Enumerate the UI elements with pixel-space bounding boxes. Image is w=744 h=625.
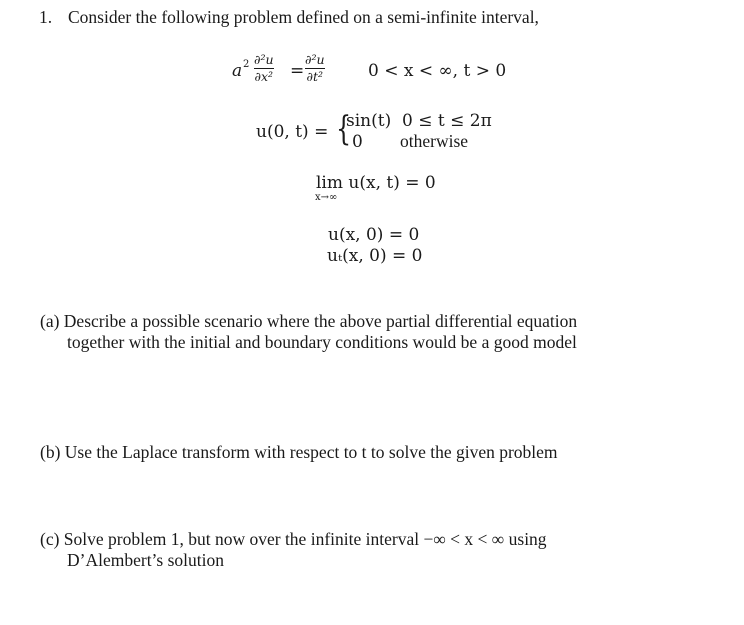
boundary-case2-condition: otherwise	[400, 131, 469, 151]
pde-rhs-fraction	[305, 53, 325, 84]
boundary-case2-value: 0	[352, 132, 363, 152]
piecewise-brace: {	[336, 109, 352, 149]
part-a-line1: (a) Describe a possible scenario where the above partial differential equation	[40, 311, 578, 331]
pde-rhs-numerator: ∂²u	[305, 52, 325, 67]
part-c-line1: (c) Solve problem 1, but now over the infinite interval −∞ < x < ∞ using	[40, 529, 547, 549]
limit-subscript: x→∞	[315, 192, 338, 203]
boundary-lhs: u(0, t) =	[256, 122, 329, 142]
pde-lhs-numerator: ∂²u	[254, 52, 274, 67]
pde-lhs-fraction	[254, 53, 274, 84]
initial-condition-1: u(x, 0) = 0	[328, 225, 420, 245]
part-a-line2: together with the initial and boundary conditions would be a good model	[67, 332, 577, 352]
problem-number: 1.	[39, 7, 53, 27]
boundary-case1-condition: 0 ≤ t ≤ 2π	[402, 111, 492, 131]
pde-coefficient-exponent: 2	[243, 59, 250, 70]
pde-coefficient: a	[232, 61, 243, 81]
pde-domain: 0 < x < ∞, t > 0	[368, 61, 507, 81]
pde-lhs-denominator: ∂x²	[254, 69, 274, 84]
part-b-line1: (b) Use the Laplace transform with respect to t to solve the given problem	[40, 442, 558, 462]
part-c-line2: D’Alembert’s solution	[67, 550, 224, 570]
initial-condition-2: uₜ(x, 0) = 0	[327, 246, 423, 266]
problem-intro: Consider the following problem defined on a semi-infinite interval,	[68, 7, 539, 27]
pde-rhs-denominator: ∂t²	[306, 69, 324, 84]
boundary-case1-value: sin(t)	[346, 111, 392, 131]
pde-equals: =	[290, 61, 305, 81]
limit-condition: lim u(x, t) = 0	[316, 173, 436, 193]
